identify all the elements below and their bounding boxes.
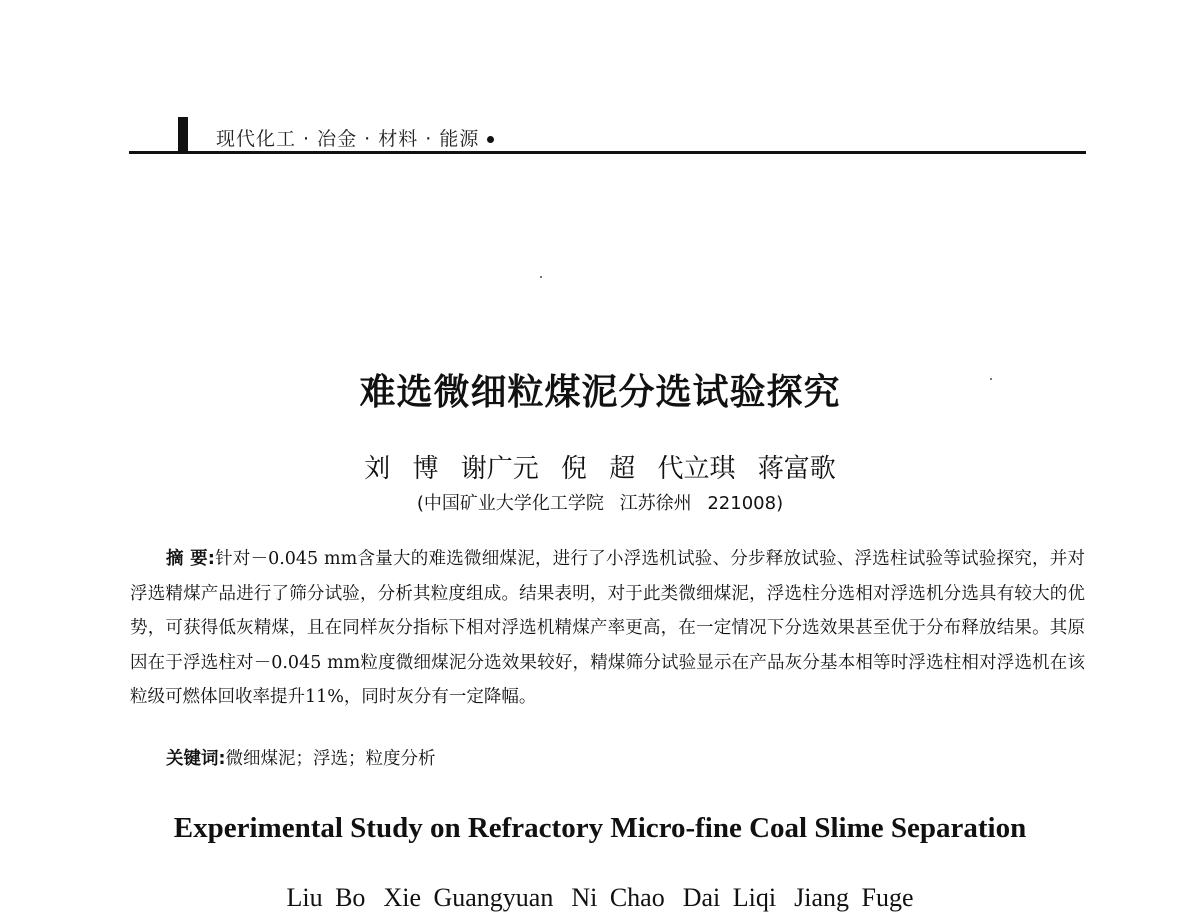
- authors-en: [0, 883, 1200, 913]
- article-title-cn: 难选微细粒煤泥分选试验探究: [359, 372, 841, 413]
- header-marker-bar: [178, 117, 188, 153]
- header-rule: [129, 151, 1086, 154]
- scan-speck: [540, 276, 542, 278]
- keywords-label: 关键词:: [166, 749, 226, 769]
- abstract-cn: [130, 542, 1085, 715]
- abstract-text: 针对－0.045 mm含量大的难选微细煤泥，进行了小浮选机试验、分步释放试验、浮选柱试验等试验探究，并对浮选精煤产品进行了筛分试验，分析其粒度组成。结果表明，对于此类微细煤泥，浮选柱分选相对浮选机分选具有较大的优势，可获得低灰精煤，且在同样灰分指标下相对浮选机精煤产率更高，在一定情况下分选效果甚至优于分布释放结果。其原因在于浮选柱对－0.045 mm粒度微细煤泥分选效果较好，精煤筛分试验显示在产品灰分基本相等时浮选柱相对浮选机在该粒级可燃体回收率提升11%，同时灰分有一定降幅。: [130, 549, 1085, 707]
- affiliation-cn: (中国矿业大学化工学院 江苏徐州 221008): [416, 493, 784, 514]
- author-name-en: Liu Bo: [286, 883, 366, 912]
- authors-cn: 刘 博 谢广元 倪 超 代立琪 蒋富歌: [364, 454, 836, 484]
- keywords-cn: [166, 745, 436, 770]
- journal-section-title: 现代化工 · 冶金 · 材料 · 能源: [216, 128, 480, 150]
- author-name-en: Ni Chao: [571, 883, 665, 912]
- author-name-en: Xie Guangyuan: [383, 883, 554, 912]
- running-header: [216, 124, 494, 151]
- author-name-en: Jiang Fuge: [794, 883, 914, 912]
- keywords-text: 微细煤泥；浮选；粒度分析: [225, 749, 436, 769]
- article-title-en: Experimental Study on Refractory Micro-fine Coal Slime Separation: [173, 812, 1027, 844]
- abstract-label: 摘 要:: [166, 549, 215, 569]
- bullet-dot-icon: [487, 136, 494, 143]
- author-name-en: Dai Liqi: [682, 883, 777, 912]
